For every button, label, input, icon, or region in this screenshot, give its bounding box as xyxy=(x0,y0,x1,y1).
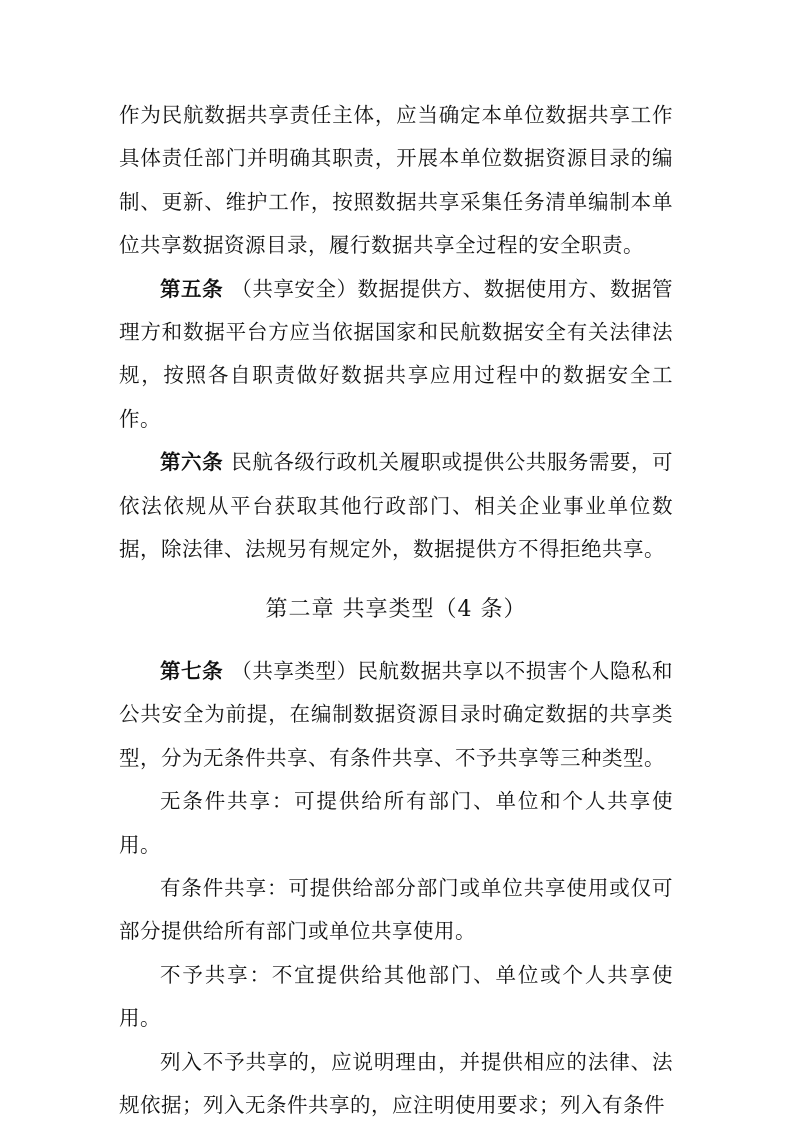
paragraph-text: （共享安全）数据提供方、数据使用方、数据管理方和数据平台方应当依据国家和民航数据安全有关法律法规，按照各自职责做好数据共享应用过程中的数据安全工作。 xyxy=(119,276,674,431)
article-5-paragraph xyxy=(119,268,673,442)
share-requirements-paragraph xyxy=(119,1041,673,1127)
unconditional-share-paragraph xyxy=(119,780,673,867)
paragraph-continuation xyxy=(119,94,673,268)
paragraph-text: 不予共享：不宜提供给其他部门、单位或个人共享使用。 xyxy=(119,962,673,1031)
paragraph-text: （共享类型）民航数据共享以不损害个人隐私和公共安全为前提，在编制数据资源目录时确定数据的共享类型，分为无条件共享、有条件共享、不予共享等三种类型。 xyxy=(119,658,674,770)
document-body xyxy=(119,94,673,1127)
chapter-title: 第二章 共享类型（4 条） xyxy=(265,597,527,623)
paragraph-text: 无条件共享：可提供给所有部门、单位和个人共享使用。 xyxy=(119,789,673,857)
conditional-share-paragraph xyxy=(119,867,673,954)
paragraph-text: 列入不予共享的，应说明理由，并提供相应的法律、法规依据；列入无条件共享的，应注明使用要求；列入有条件 xyxy=(119,1049,673,1117)
article-number: 第七条 xyxy=(160,658,224,683)
article-7-paragraph xyxy=(119,650,673,780)
paragraph-text: 民航各级行政机关履职或提供公共服务需要，可依法依规从平台获取其他行政部门、相关企业事业单位数据，除法律、法规另有规定外，数据提供方不得拒绝共享。 xyxy=(119,450,674,562)
article-number: 第六条 xyxy=(160,450,224,475)
article-number: 第五条 xyxy=(160,276,224,301)
paragraph-text: 有条件共享：可提供给部分部门或单位共享使用或仅可部分提供给所有部门或单位共享使用。 xyxy=(119,875,673,944)
article-6-paragraph xyxy=(119,441,673,571)
paragraph-text: 作为民航数据共享责任主体，应当确定本单位数据共享工作具体责任部门并明确其职责，开展本单位数据资源目录的编制、更新、维护工作，按照数据共享采集任务清单编制本单位共享数据资源目录，履行数据共享全过程的安全职责。 xyxy=(119,103,673,258)
no-share-paragraph xyxy=(119,954,673,1041)
